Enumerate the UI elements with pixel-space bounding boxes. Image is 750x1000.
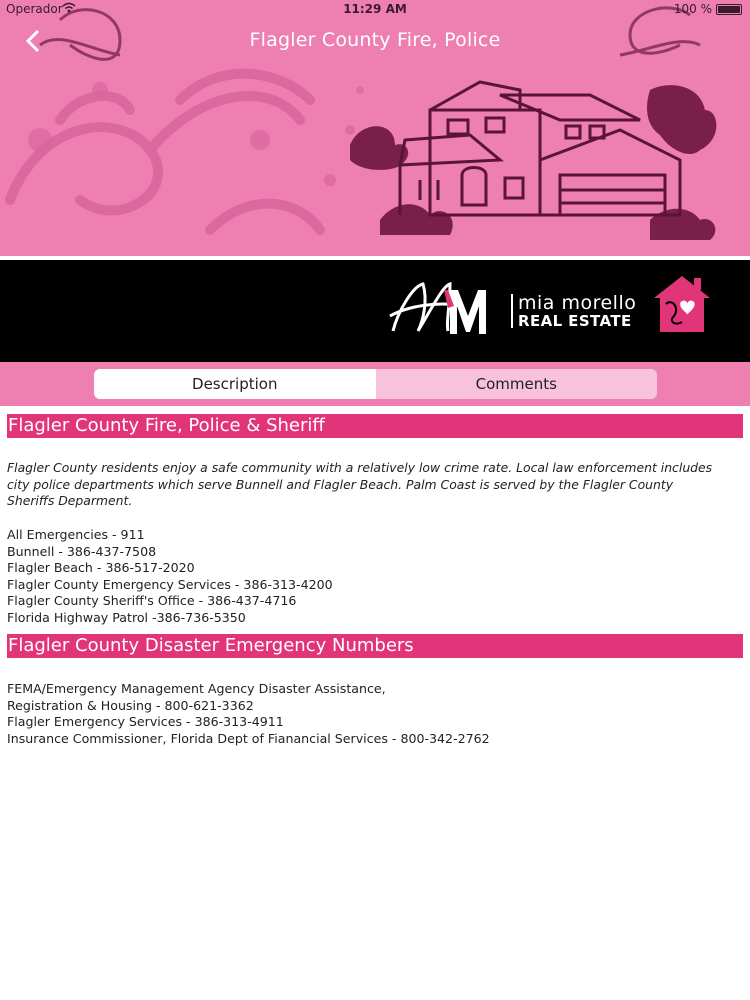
monogram-logo (388, 276, 502, 338)
tab-comments[interactable]: Comments (376, 369, 658, 399)
page-title: Flagler County Fire, Police (249, 29, 501, 51)
contact-line: Bunnell - 386-437-7508 (7, 543, 157, 559)
contact-line: Insurance Commissioner, Florida Dept of Fianancial Services - 800-342-2762 (7, 730, 490, 746)
clock: 11:29 AM (343, 2, 407, 16)
brand-name-top: mia morello (518, 292, 637, 314)
description-line: Flagler County residents enjoy a safe community with a relatively low crime rate. Local law enforcement includes (7, 460, 713, 475)
contact-line: Flagler Emergency Services - 386-313-4911 (7, 714, 284, 729)
header-banner (0, 0, 750, 256)
carrier-label: Operador (6, 2, 63, 16)
contact-line: Registration & Housing - 800-621-3362 (7, 697, 254, 713)
tab-description[interactable]: Description (94, 369, 376, 399)
section-heading-fire-police: Flagler County Fire, Police & Sheriff (7, 414, 743, 438)
contact-line: FEMA/Emergency Management Agency Disaster Assistance, (7, 681, 386, 696)
house-logo-icon (650, 272, 714, 334)
description-line: city police departments which serve Bunnell and Flagler Beach. Palm Coast is served by the Flagler County (7, 476, 674, 492)
description-line: Sheriffs Deparment. (7, 493, 133, 508)
contact-line: Flagler Beach - 386-517-2020 (7, 560, 195, 575)
description-paragraph (7, 460, 743, 510)
battery-icon (716, 4, 742, 15)
battery-percent: 100 % (673, 2, 712, 16)
contact-line: Florida Highway Patrol -386-736-5350 (7, 609, 246, 625)
logo-divider (511, 294, 513, 328)
contact-line: Flagler County Sheriff's Office - 386-437-4716 (7, 593, 297, 608)
status-bar (0, 0, 750, 20)
contact-line: Flagler County Emergency Services - 386-313-4200 (7, 576, 333, 592)
brand-name-bottom: REAL ESTATE (518, 312, 632, 330)
section-heading-disaster-numbers: Flagler County Disaster Emergency Numbers (7, 634, 743, 658)
contact-line: All Emergencies - 911 (7, 527, 145, 542)
brand-banner (0, 260, 750, 362)
segmented-control (94, 369, 657, 399)
